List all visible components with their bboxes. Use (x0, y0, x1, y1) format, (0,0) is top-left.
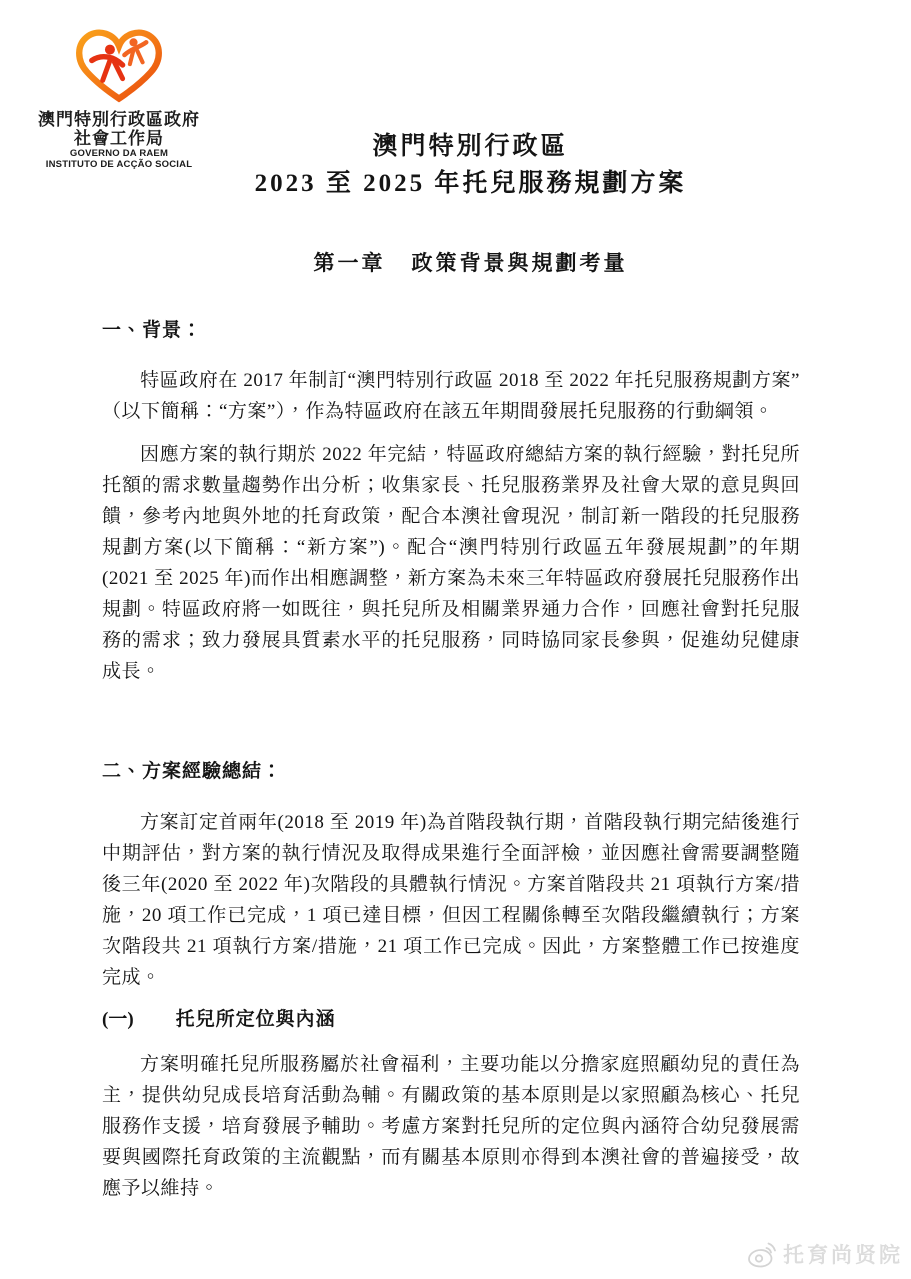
subsection-1-paragraph-1: 方案明確托兒所服務屬於社會福利，主要功能以分擔家庭照顧幼兒的責任為主，提供幼兒成長培育活動為輔。有關政策的基本原則是以家照顧為核心、托兒服務作支援，培育發展予輔助。考慮方案對托兒所的定位與內涵符合幼兒發展需要與國際托育政策的主流觀點，而有關基本原則亦得到本澳社會的普遍接受，故應予以維持。 (102, 1054, 800, 1199)
section-1-paragraph-2: 因應方案的執行期於 2022 年完結，特區政府總結方案的執行經驗，對托兒所托額的需求數量趨勢作出分析；收集家長、托兒服務業界及社會大眾的意見與回饋，參考內地與外地的托育政策，配合本澳社會現況，制訂新一階段的托兒服務規劃方案(以下簡稱：“新方案”)。配合“澳門特別行政區五年發展規劃”的年期(2021 至 2025 年)而作出相應調整，新方案為未來三年特區政府發展托兒服務作出規劃。特區政府將一如既往，與托兒所及相關業界通力合作，回應社會對托兒服務的需求；致力發展具質素水平的托兒服務，同時協同家長參與，促進幼兒健康成長。 (102, 444, 800, 682)
document-body (102, 318, 800, 1204)
subsection-1-heading (102, 1007, 800, 1033)
subsection-1-title: 托兒所定位與內涵 (175, 1009, 336, 1030)
section-1-heading: 一、背景： (102, 320, 203, 341)
agency-name-chinese-line1: 澳門特別行政區政府 (38, 110, 200, 129)
agency-name-chinese-line2: 社會工作局 (74, 129, 164, 148)
weibo-icon (747, 1241, 777, 1268)
section-2-paragraph-1: 方案訂定首兩年(2018 至 2019 年)為首階段執行期，首階段執行期完結後進行中期評估，對方案的執行情況及取得成果進行全面評檢，並因應社會需要調整隨後三年(2020 至 2022 年)次階段的具體執行情況。方案首階段共 21 項執行方案/措施，20 項工作已完成，1 項已達目標，但因工程關係轉至次階段繼續執行；方案次階段共 21 項執行方案/措施，21 項工作已完成。因此，方案整體工作已按進度完成。 (102, 812, 800, 988)
watermark (747, 1239, 903, 1269)
watermark-label: 托育尚贤院 (783, 1244, 903, 1267)
chapter-heading (30, 247, 911, 277)
document-title-line1: 澳門特別行政區 (372, 133, 569, 160)
agency-name-portuguese-line2: INSTITUTO DE ACÇÃO SOCIAL (45, 159, 193, 170)
chapter-title: 政策背景與規劃考量 (411, 251, 628, 275)
document-title-block (30, 132, 911, 199)
subsection-1-label: (一) (102, 1009, 134, 1030)
section-2-heading: 二、方案經驗總結： (102, 761, 283, 782)
section-1-paragraph-1: 特區政府在 2017 年制訂“澳門特別行政區 2018 至 2022 年托兒服務規劃方案”（以下簡稱：“方案”），作為特區政府在該五年期間發展托兒服務的行動綱領。 (102, 370, 800, 422)
chapter-number: 第一章 (313, 251, 386, 275)
heart-figures-icon (73, 26, 165, 104)
agency-name-portuguese-line1: GOVERNO DA RAEM (69, 148, 169, 159)
document-title-line2: 2023 至 2025 年托兒服務規劃方案 (254, 170, 687, 197)
